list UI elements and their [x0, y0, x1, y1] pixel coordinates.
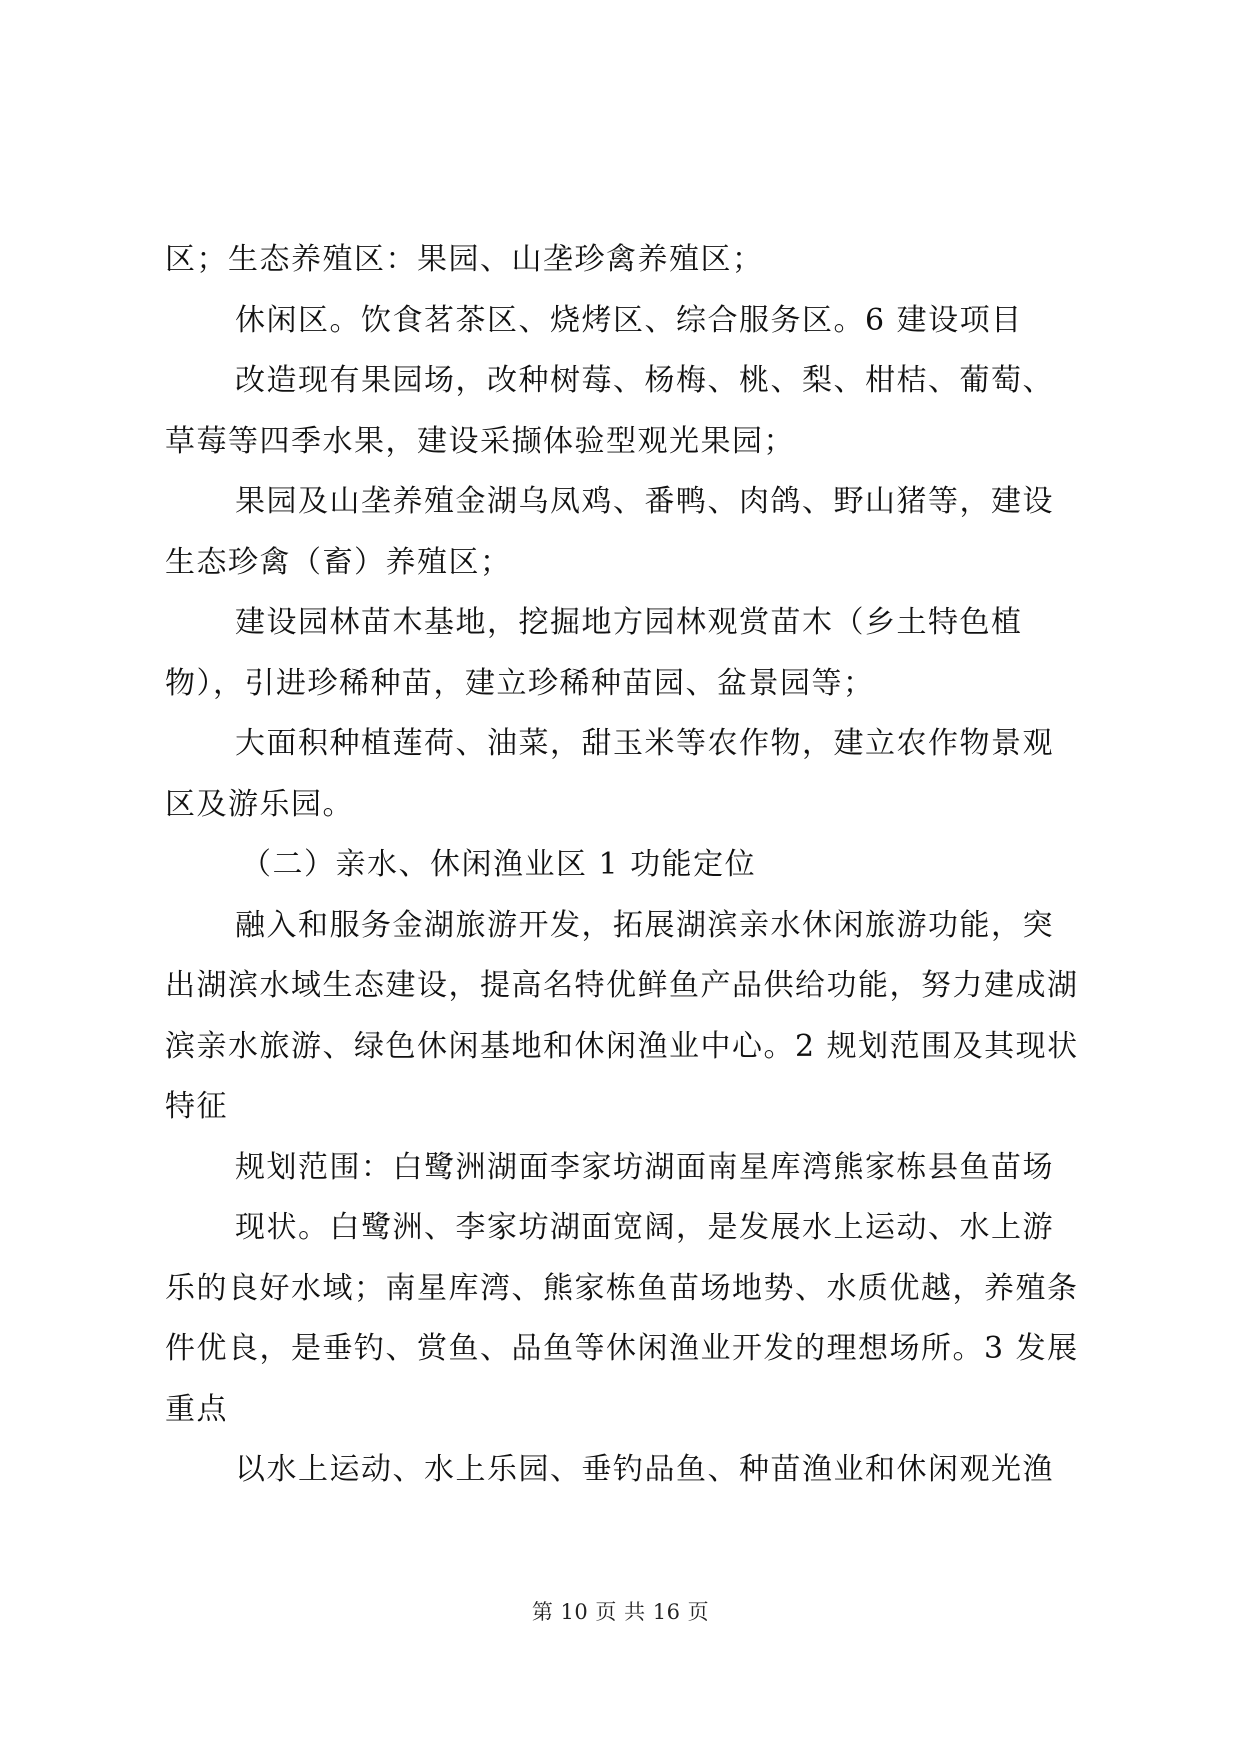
- paragraph-2: 休闲区。饮食茗茶区、烧烤区、综合服务区。6 建设项目: [235, 302, 1023, 338]
- paragraph-4: 果园及山垄养殖金湖乌凤鸡、番鸭、肉鸽、野山猪等，建设生态珍禽（畜）养殖区；: [165, 484, 1054, 580]
- paragraph-8: 融入和服务金湖旅游开发，拓展湖滨亲水休闲旅游功能，突出湖滨水域生态建设，提高名特优鲜鱼产品供给功能，努力建成湖滨亲水旅游、绿色休闲基地和休闲渔业中心。2 规划范围及其现状特征: [165, 907, 1079, 1124]
- paragraph-9: 规划范围：白鹭洲湖面李家坊湖面南星库湾熊家栋县鱼苗场: [235, 1149, 1054, 1185]
- paragraph-10: 现状。白鹭洲、李家坊湖面宽阔，是发展水上运动、水上游乐的良好水域；南星库湾、熊家栋鱼苗场地势、水质优越，养殖条件优良，是垂钓、赏鱼、品鱼等休闲渔业开发的理想场所。3 发展重点: [165, 1210, 1079, 1427]
- section-heading: （二）亲水、休闲渔业区 1 功能定位: [241, 847, 757, 882]
- paragraph-5: 建设园林苗木基地，挖掘地方园林观赏苗木（乡土特色植物），引进珍稀种苗，建立珍稀种苗园、盆景园等；: [165, 605, 1023, 701]
- page-number-footer: 第 10 页 共 16 页: [531, 1600, 710, 1624]
- document-body: [165, 230, 1080, 1501]
- paragraph-11: 以水上运动、水上乐园、垂钓品鱼、种苗渔业和休闲观光渔: [235, 1452, 1054, 1487]
- paragraph-1: 区；生态养殖区：果园、山垄珍禽养殖区；: [165, 242, 764, 277]
- paragraph-3: 改造现有果园场，改种树莓、杨梅、桃、梨、柑桔、葡萄、草莓等四季水果，建设采撷体验型观光果园；: [165, 363, 1054, 459]
- paragraph-6: 大面积种植莲荷、油菜，甜玉米等农作物，建立农作物景观区及游乐园。: [165, 726, 1054, 822]
